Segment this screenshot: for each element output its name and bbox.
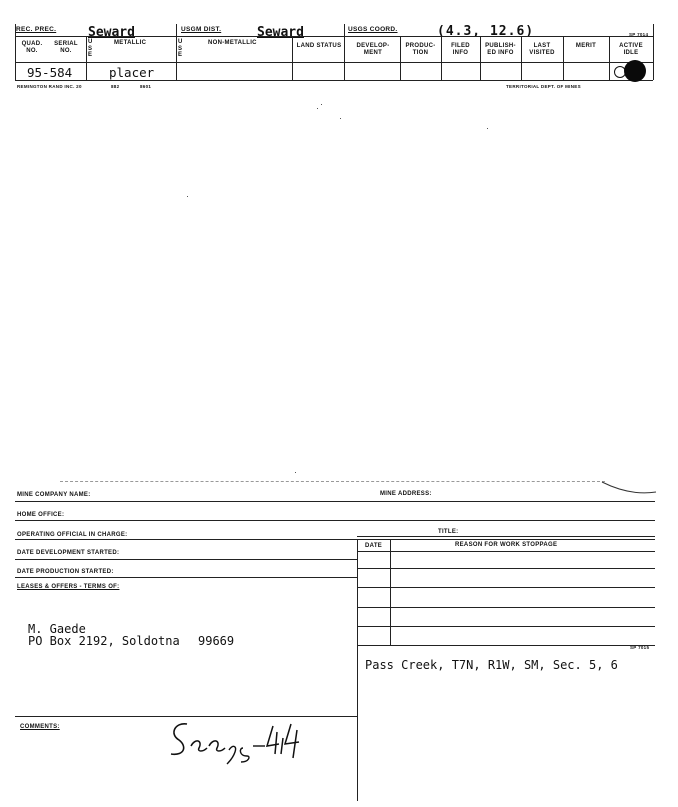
rec-prec-value: Seward <box>88 25 135 40</box>
quad-no-header: QUAD. NO. <box>21 41 43 54</box>
land-status-header: LAND STATUS <box>296 43 342 49</box>
production-header: PRODUC-TION <box>405 43 436 56</box>
usgs-coord-value: (4.3, 12.6) <box>437 24 535 39</box>
stoppage-date-header: DATE <box>365 543 383 549</box>
usgs-coord-label: USGS COORD. <box>348 26 398 33</box>
handwritten-note-signature <box>165 718 315 768</box>
active-idle-header: ACTIVE IDLE <box>619 43 643 56</box>
use-marker-nonmetallic: U S E <box>178 39 183 58</box>
department-imprint: TERRITORIAL DEPT. OF MINES <box>506 84 581 89</box>
printer-imprint: REMINGTON RAND INC. 20 <box>17 84 82 89</box>
form-code: SP 7014 <box>629 32 649 37</box>
quad-serial-value: 95-584 <box>27 65 73 80</box>
card-edge-curl <box>600 478 660 496</box>
owner-zip: 99669 <box>198 634 235 648</box>
location-description: Pass Creek, T7N, R1W, SM, Sec. 5, 6 <box>365 658 618 672</box>
last-visited-header: LAST VISITED <box>529 43 555 56</box>
mine-address-label: MINE ADDRESS: <box>380 491 432 497</box>
merit-header: MERIT <box>575 43 597 49</box>
metallic-value: placer <box>109 65 155 80</box>
development-header: DEVELOP-MENT <box>356 43 390 56</box>
date-development-label: DATE DEVELOPMENT STARTED: <box>17 550 120 556</box>
printer-code-b: 8601 <box>140 84 152 89</box>
printer-code-a: 882 <box>111 84 120 89</box>
published-info-header: PUBLISH-ED INFO <box>485 43 516 56</box>
non-metallic-header: NON-METALLIC <box>208 40 257 46</box>
filed-info-header: FILED INFO <box>451 43 470 56</box>
usgm-dist-label: USGM DIST. <box>181 26 222 33</box>
mine-company-name-label: MINE COMPANY NAME: <box>17 492 91 498</box>
usgm-dist-value: Seward <box>257 25 304 40</box>
date-production-label: DATE PRODUCTION STARTED: <box>17 569 114 575</box>
rec-prec-label: REC. PREC. <box>16 26 57 33</box>
leases-label: LEASES & OFFERS - TERMS OF: <box>17 584 120 590</box>
owner-name: M. Gaede <box>28 622 86 636</box>
title-label: TITLE: <box>438 529 459 535</box>
handwritten-note-text <box>0 0 1 1</box>
owner-address: PO Box 2192, Soldotna <box>28 634 180 648</box>
active-dot-icon <box>624 60 646 82</box>
form-code-2: SP 7015 <box>630 645 650 650</box>
operating-official-label: OPERATING OFFICIAL IN CHARGE: <box>17 532 128 538</box>
comments-label: COMMENTS: <box>20 724 60 730</box>
use-marker-metallic: U S E <box>88 39 93 58</box>
metallic-header: METALLIC <box>114 40 147 46</box>
home-office-label: HOME OFFICE: <box>17 512 65 518</box>
serial-no-header: SERIAL NO. <box>54 41 78 54</box>
stoppage-reason-header: REASON FOR WORK STOPPAGE <box>455 542 558 548</box>
